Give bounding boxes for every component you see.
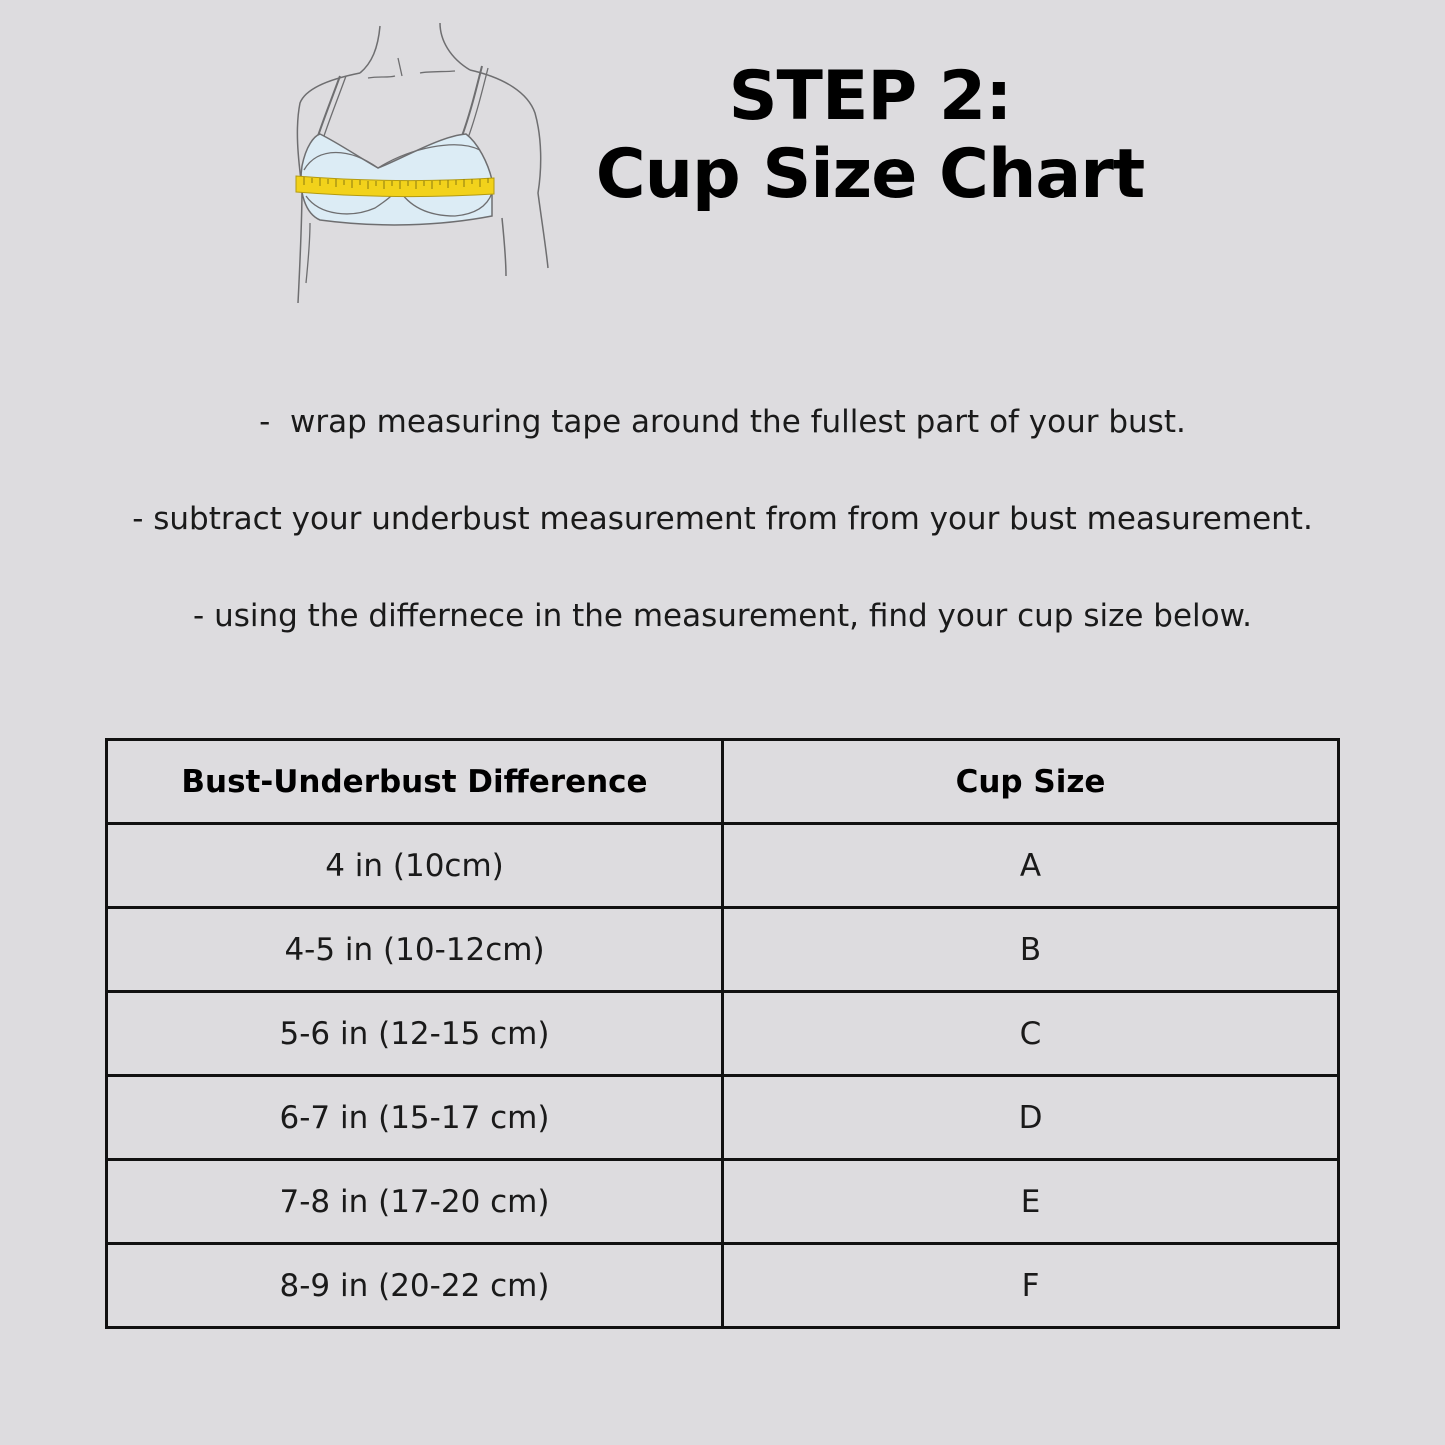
cup-size-cell: F bbox=[723, 1244, 1339, 1328]
cup-size-cell: C bbox=[723, 992, 1339, 1076]
table-row bbox=[107, 992, 1339, 1076]
header-cup-size: Cup Size bbox=[723, 740, 1339, 824]
instruction-subtract: - subtract your underbust measurement from from your bust measurement. bbox=[132, 501, 1313, 537]
cup-size-cell: A bbox=[723, 824, 1339, 908]
bust-measurement-icon bbox=[280, 18, 560, 308]
difference-cell: 4-5 in (10-12cm) bbox=[107, 908, 723, 992]
title-chart-name: Cup Size Chart bbox=[595, 135, 1145, 214]
table-row bbox=[107, 1076, 1339, 1160]
cup-size-cell: E bbox=[723, 1160, 1339, 1244]
difference-cell: 6-7 in (15-17 cm) bbox=[107, 1076, 723, 1160]
table-row bbox=[107, 908, 1339, 992]
cup-size-cell: B bbox=[723, 908, 1339, 992]
title-step: STEP 2: bbox=[728, 57, 1012, 136]
instruction-find-size: - using the differnece in the measurement, find your cup size below. bbox=[193, 598, 1252, 634]
difference-cell: 4 in (10cm) bbox=[107, 824, 723, 908]
table-row bbox=[107, 1244, 1339, 1328]
table-row bbox=[107, 1160, 1339, 1244]
page-title bbox=[560, 58, 1180, 214]
bust-measurement-illustration bbox=[280, 18, 560, 308]
difference-cell: 8-9 in (20-22 cm) bbox=[107, 1244, 723, 1328]
instructions bbox=[0, 400, 1445, 691]
cup-size-table bbox=[105, 738, 1340, 1329]
cup-size-cell: D bbox=[723, 1076, 1339, 1160]
table-header-row bbox=[107, 740, 1339, 824]
difference-cell: 5-6 in (12-15 cm) bbox=[107, 992, 723, 1076]
table-row bbox=[107, 824, 1339, 908]
difference-cell: 7-8 in (17-20 cm) bbox=[107, 1160, 723, 1244]
header-difference: Bust-Underbust Difference bbox=[107, 740, 723, 824]
instruction-wrap-tape: - wrap measuring tape around the fullest part of your bust. bbox=[259, 404, 1186, 440]
